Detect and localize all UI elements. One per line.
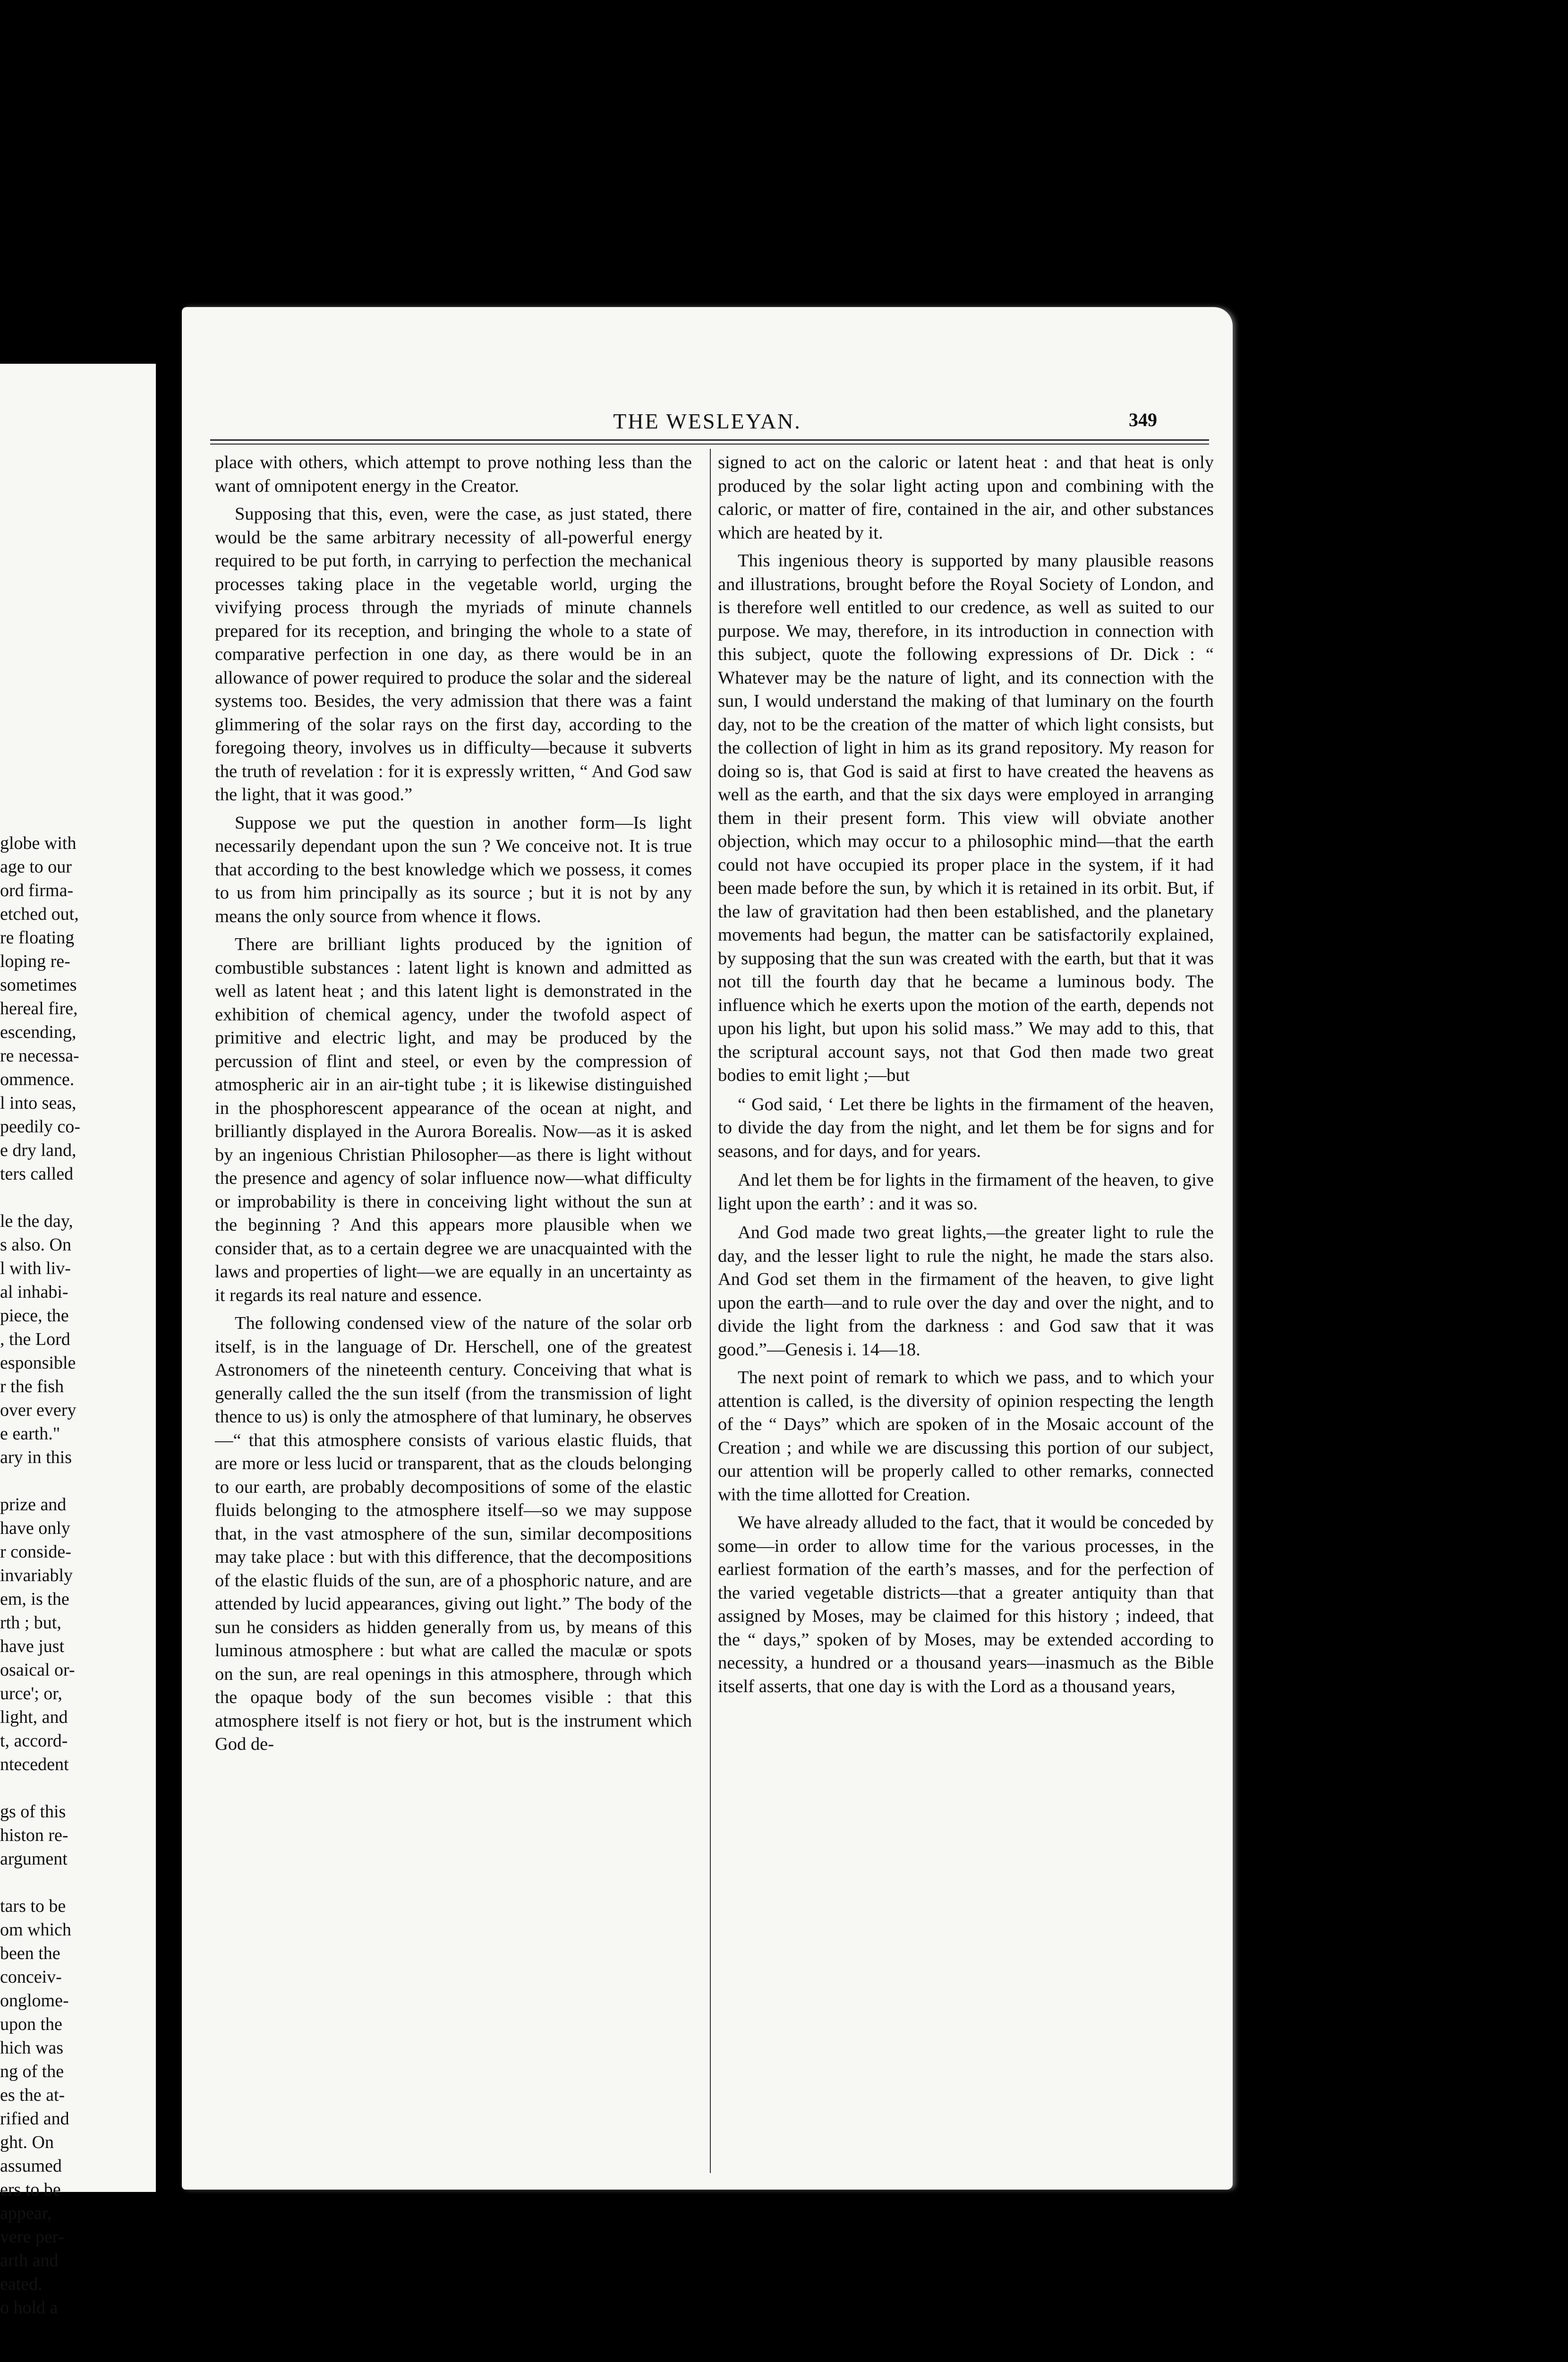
left-page-line: re floating [0,928,75,948]
text-column-right [718,451,1214,1698]
left-page-line: l into seas, [0,1093,77,1113]
left-page-line: o hold a [0,2298,58,2318]
left-page-line: r conside- [0,1542,71,1562]
left-page-line: ord firma- [0,881,74,900]
paragraph: Suppose we put the question in another form—Is light necessarily dependant upon the sun ? We conceive not. It is true that according to the best knowledge which we possess, it comes to us from him principally as its source ; but it is not by any means the only source from whence it flows. [215,813,692,926]
left-page-line: loping re- [0,951,70,971]
left-page-line: invariably [0,1566,73,1585]
left-page-line: ng of the [0,2062,64,2081]
left-page-text-fragments [0,831,156,2319]
left-page-line: al inhabi- [0,1282,68,1302]
left-page-line: onglome- [0,1991,69,2011]
left-page-line [0,1776,156,1800]
left-page-line: om which [0,1920,71,1940]
left-page-line: eated. [0,2274,43,2294]
paragraph: And let them be for lights in the firmament of the heaven, to give light upon the earth’ : and it was so. [718,1170,1214,1214]
left-page-line: e earth." [0,1424,60,1444]
left-page-line: histon re- [0,1825,68,1845]
left-page-line: ntecedent [0,1754,69,1774]
left-page-line: assumed [0,2156,62,2176]
left-page-line: urce'; or, [0,1684,62,1703]
left-page-line: etched out, [0,904,79,924]
left-page-line: em, is the [0,1589,69,1609]
left-page-line: piece, the [0,1306,69,1326]
paragraph: Supposing that this, even, were the case, as just stated, there would be the same arbitrary necessity of all-powerful energy required to be put forth, in carrying to perfection the mechanical processes taking place in the vegetable world, urging the vivifying process through the myriads of minute channels prepared for its reception, and bringing the whole to a state of comparative perfection in one day, as there would be in an allowance of power required to produce the solar and the sidereal systems too. Besides, the very admission that there was a faint glimmering of the solar rays on the first day, according to the foregoing theory, involves us in difficulty—because it subverts the truth of revelation : for it is expressly written, “ And God saw the light, that it was good.” [215,504,692,804]
column-divider [710,449,711,2173]
left-page-line: le the day, [0,1211,73,1231]
left-page-line [0,1469,156,1493]
left-page-line: arth and [0,2251,59,2270]
left-page-line: hereal fire, [0,999,78,1018]
left-page-line: s also. On [0,1235,71,1255]
left-page-line: age to our [0,857,72,877]
left-page-line: ommence. [0,1070,75,1089]
paragraph: There are brilliant lights produced by the ignition of combustible substances : latent light is known and admitted as well as latent heat ; and this latent light is demonstrated in the exhibition of chemical agency, under the twofold aspect of primitive and electric light, and may be produced by the percussion of flint and steel, or even by the compression of atmospheric air in an air-tight tube ; it is likewise distinguished in the phosphorescent appearance of the ocean at night, and brilliantly displayed in the Aurora Borealis. Now—as it is asked by an ingenious Christian Philosopher—as there is light without the presence and agency of solar influence now—what difficulty or improbability is there in conceiving light without the sun at the beginning ? And this appears more plausible when we consider that, as to a certain degree we are unacquainted with the laws and properties of light—we are equally in an uncertainty as it regards its real nature and essence. [215,934,692,1305]
left-page-line: over every [0,1400,77,1420]
left-page-line: prize and [0,1495,67,1515]
left-page-line: been the [0,1943,60,1963]
left-page-line: esponsible [0,1353,76,1373]
paragraph: This ingenious theory is supported by many plausible reasons and illustrations, brought before the Royal Society of London, and is therefore well entitled to our credence, as well as suited to our purpose. We may, therefore, in its introduction in connection with this subject, quote the following expressions of Dr. Dick : “ Whatever may be the nature of light, and its connection with the sun, I would understand the making of that luminary on the fourth day, not to be the creation of the matter of which light consists, but the collection of light in him as its grand repository. My reason for doing so is, that God is said at first to have created the heavens as well as the earth, and that the six days were employed in arranging them in their present form. This view will obviate another objection, which may occur to a philosophic mind—that the earth could not have occupied its proper place in the system, if it had been made before the sun, by which it is retained in its orbit. But, if the law of gravitation had then been established, and the planetary movements had begun, the matter can be satisfactorily explained, by supposing that the sun was created with the earth, but that it was not till the fourth day that he became a luminous body. The influence which he exerts upon the motion of the earth, depends not upon his light, but upon his solid mass.” We may add to this, that the scriptural account says, not that God then made two great bodies to emit light ;—but [718,551,1214,1085]
header-rule-thin [210,444,1209,445]
left-page-line: tars to be [0,1896,66,1916]
paragraph: We have already alluded to the fact, that it would be conceded by some—in order to allow time for the various processes, in the earliest formation of the earth’s masses, and for the perfection of the varied vegetable districts—that a greater antiquity than that assigned by Moses, may be claimed for this history ; indeed, that the “ days,” spoken of by Moses, may be extended according to necessity, a hundred or a thousand years—inasmuch as the Bible itself asserts, that one day is with the Lord as a thousand years, [718,1513,1214,1696]
left-page-line: osaical or- [0,1660,75,1680]
left-page-line: ght. On [0,2132,54,2152]
left-page-line: r the fish [0,1377,64,1396]
left-page-line: e dry land, [0,1140,77,1160]
left-page-line [0,1871,156,1894]
paragraph: And God made two great lights,—the greater light to rule the day, and the lesser light to rule the night, he made the stars also. And God set them in the firmament of the heaven, to give light upon the earth—and to rule over the day and over the night, and to divide the light from the darkness : and God saw that it was good.”—Genesis i. 14—18. [718,1223,1214,1360]
left-page-line: ters called [0,1164,74,1184]
left-page-line: t, accord- [0,1731,68,1751]
left-page-line: , the Lord [0,1329,70,1349]
left-page-line: re necessa- [0,1046,79,1066]
left-page-line: vere per- [0,2227,64,2247]
left-page-line: appear, [0,2203,52,2223]
running-header-title: THE WESLEYAN. [613,409,801,433]
left-page-line: rified and [0,2109,69,2129]
text-column-left [215,451,692,1756]
left-page-line: hich was [0,2038,64,2058]
header-rule [210,439,1209,441]
left-page-line: rth ; but, [0,1613,61,1633]
left-page-line: argument [0,1849,68,1869]
left-page-line: peedily co- [0,1117,80,1137]
paragraph: “ God said, ‘ Let there be lights in the firmament of the heaven, to divide the day from the night, and let them be for signs and for seasons, and for days, and for years. [718,1094,1214,1161]
left-page-line [0,1186,156,1209]
paragraph: The following condensed view of the nature of the solar orb itself, is in the language of Dr. Herschell, one of the greatest Astronomers of the nineteenth century. Conceiving that what is generally called the the sun itself (from the transmission of light thence to us) is only the atmosphere of that luminary, he observes—“ that this atmosphere consists of various elastic fluids, that are more or less lucid or transparent, that as the clouds belonging to our earth, are probably decompositions of some of the elastic fluids belonging to the atmosphere itself—so we may suppose that, in the vast atmosphere of the sun, similar decompositions may take place : but with this difference, that the decompositions of the elastic fluids of the sun, are of a phosphoric nature, and are attended by lucid appearances, giving out light.” The body of the sun he considers as hidden generally from us, by means of this luminous atmosphere : but what are called the maculæ or spots on the sun, are real openings in this atmosphere, through which the opaque body of the sun becomes visible : that this atmosphere itself is not fiery or hot, but is the instrument which God de- [215,1313,692,1754]
left-page-line: have only [0,1518,70,1538]
paragraph: The next point of remark to which we pass, and to which your attention is called, is the diversity of opinion respecting the length of the “ Days” which are spoken of in the Mosaic account of the Creation ; and while we are discussing this portion of our subject, our attention will be properly called to other remarks, connected with the time allotted for Creation. [718,1368,1214,1505]
left-page-line: ers to be [0,2180,61,2199]
left-page-line: escending, [0,1022,77,1042]
left-page [0,364,156,2318]
left-page-line: es the at- [0,2085,65,2105]
left-page-line: light, and [0,1707,68,1727]
left-page-line: globe with [0,833,77,853]
page-number: 349 [1129,409,1157,430]
left-page-line: l with liv- [0,1258,71,1278]
left-page-line: ary in this [0,1447,72,1467]
left-page-line: have just [0,1636,65,1656]
paragraph: place with others, which attempt to prove nothing less than the want of omnipotent energy in the Creator. [215,453,692,496]
left-page-line: gs of this [0,1802,66,1822]
left-page-line: sometimes [0,975,77,995]
main-page [182,307,1233,2190]
paragraph: signed to act on the caloric or latent heat : and that heat is only produced by the solar light acting upon and combining with the caloric, or matter of fire, contained in the air, and other substances which are heated by it. [718,453,1214,543]
left-page-line: upon the [0,2014,62,2034]
left-page-line: conceiv- [0,1967,62,1987]
